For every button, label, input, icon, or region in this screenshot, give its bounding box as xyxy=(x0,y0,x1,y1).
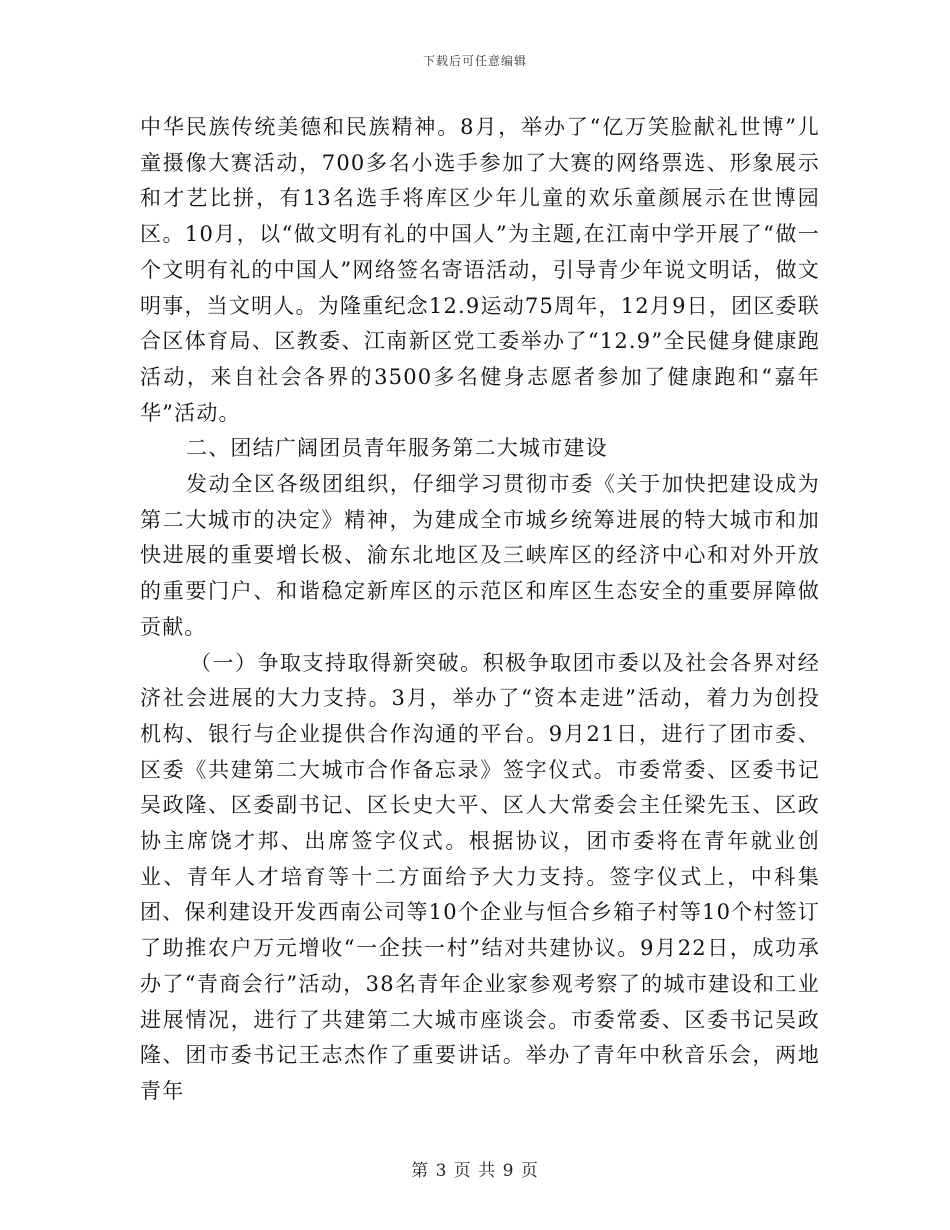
paragraph-2: 发动全区各级团组织，仔细学习贯彻市委《关于加快把建设成为第二大城市的决定》精神，为建成全市城乡统筹进展的特大城市和加快进展的重要增长极、渝东北地区及三峡库区的经济中心和对外开放的重要门户、和谐稳定新库区的示范区和库区生态安全的重要屏障做贡献。 xyxy=(140,472,820,639)
paragraph-3: （一）争取支持取得新突破。积极争取团市委以及社会各界对经济社会进展的大力支持。3月，举办了“资本走进”活动，着力为创投机构、银行与企业提供合作沟通的平台。9月21日，进行了团市委、区委《共建第二大城市合作备忘录》签字仪式。市委常委、区委书记吴政隆、区委副书记、区长史大平、区人大常委会主任梁先玉、区政协主席饶才邦、出席签字仪式。根据协议，团市委将在青年就业创业、青年人才培育等十二方面给予大力支持。签字仪式上，中科集团、保利建设开发西南公司等10个企业与恒合乡箱子村等10个村签订了助推农户万元增收“一企扶一村”结对共建协议。9月22日，成功承办了“青商会行”活动，38名青年企业家参观考察了的城市建设和工业进展情况，进行了共建第二大城市座谈会。市委常委、区委书记吴政隆、团市委书记王志杰作了重要讲话。举办了青年中秋音乐会，两地青年 xyxy=(140,650,820,1103)
section-heading-2: 二、团结广阔团员青年服务第二大城市建设 xyxy=(186,436,608,461)
page-number-footer: 第 3 页 共 9 页 xyxy=(411,1161,539,1181)
page-header: 下载后可任意编辑 xyxy=(422,54,527,68)
document-body xyxy=(140,110,820,1110)
paragraph-1: 中华民族传统美德和民族精神。8月，举办了“亿万笑脸献礼世博”儿童摄像大赛活动，700多名小选手参加了大赛的网络票选、形象展示和才艺比拼，有13名选手将库区少年儿童的欢乐童颜展示在世博园区。10月，以“做文明有礼的中国人”为主题,在江南中学开展了“做一个文明有礼的中国人”网络签名寄语活动，引导青少年说文明话，做文明事，当文明人。为隆重纪念12.9运动75周年，12月9日，团区委联合区体育局、区教委、江南新区党工委举办了“12.9”全民健身健康跑活动，来自社会各界的3500多名健身志愿者参加了健康跑和“嘉年华”活动。 xyxy=(140,115,820,425)
